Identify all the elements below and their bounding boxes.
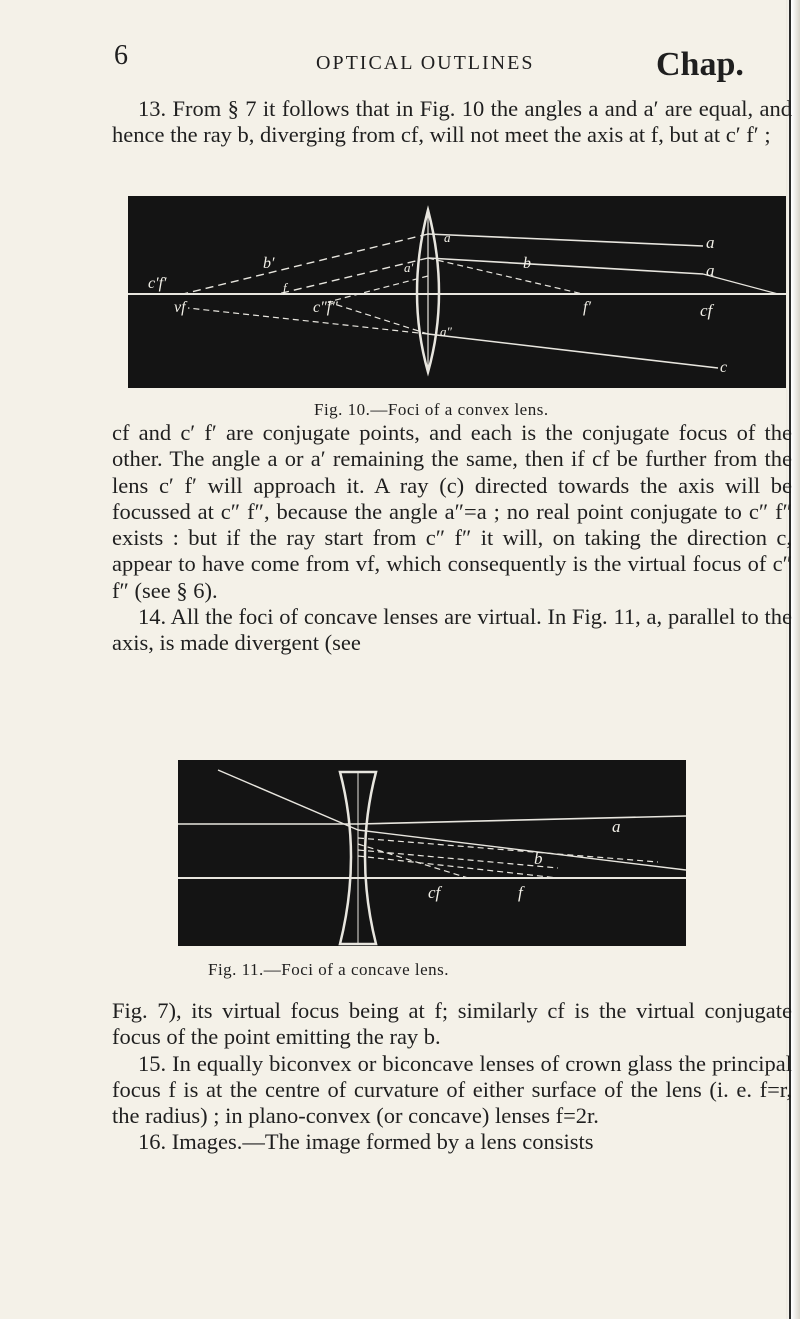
fig10-label-cf-right: cf [700,301,713,320]
fig11-label-f: f [518,883,523,902]
fig10-label-c-prime-f-prime: c′f′ [148,275,167,292]
paragraph-15-text: 15. In equally biconvex or biconcave lenses of crown glass the principal focus f is at the centre of curvature of either surface of the lens (i. e. f=r, the radius) ; in plano-convex (or concave) lenses f=2r. [112,1050,792,1129]
fig10-label-vf: vf [174,299,186,316]
fig10-label-f-prime: f′ [583,299,591,316]
paragraph-13 [112,96,792,149]
fig10-label-b-mid: b [523,255,531,272]
fig10-label-a-right: a [706,261,715,280]
paragraph-13-text: 13. From § 7 it follows that in Fig. 10 the angles a and a′ are equal, and hence the ray b, diverging from cf, will not meet the axis at f, but at c′ f′ ; [112,96,792,148]
paragraph-13-continued-text: cf and c′ f′ are conjugate points, and each is the conjugate focus of the other. The angle a or a′ remaining the same, then if cf be further from the lens c′ f′ will approach it. A ray (c) directed towards the axis will be focussed at c″ f″, because the angle a″=a ; no real point conjugate to c″ f″ exists : but if the ray start from c″ f″ it will, on taking the direction c, appear to have come from vf, which consequently is the virtual focus of c″ f″ (see § 6). [112,420,792,603]
page-number: 6 [114,40,128,71]
fig10-label-a-lens-dprime: a″ [440,324,452,339]
fig10-label-a-top: a [706,233,715,252]
fig10-label-c-dprime-f-dprime: c″f″ [313,299,338,316]
fig11-label-cf: cf [428,883,441,902]
fig10-label-f-left: f [283,280,287,295]
figure-10 [128,196,786,419]
fig11-label-b: b [534,849,543,868]
figure-10-caption: Fig. 10.—Foci of a convex lens. [314,400,549,419]
fig10-label-b-prime: b′ [263,255,275,272]
fig10-label-a-lens-prime: a′ [404,260,414,275]
running-head: OPTICAL OUTLINES [316,52,535,74]
figure-10-diagram [128,196,786,388]
figure-10-plate [128,196,786,388]
paragraph-14-continued-text: Fig. 7), its virtual focus being at f; similarly cf is the virtual conjugate focus of the point emitting the ray b. [112,998,792,1050]
fig11-label-a: a [612,817,621,836]
paragraph-13-continued [112,420,792,657]
fig10-label-a-lens-top: a [444,230,451,245]
fig10-label-c-bottom: c [720,359,728,376]
figure-11-caption: Fig. 11.—Foci of a concave lens. [208,960,450,979]
paragraph-14-text: 14. All the foci of concave lenses are virtual. In Fig. 11, a, parallel to the axis, is made divergent (see [112,604,792,656]
figure-11-plate [178,760,686,946]
paragraph-14-continued [112,998,792,1156]
paragraph-16-text: 16. Images.—The image formed by a lens consists [138,1129,594,1155]
page-header [0,0,800,90]
figure-11 [178,760,686,979]
chapter-label: Chap. [656,46,744,83]
figure-11-diagram [178,760,686,946]
